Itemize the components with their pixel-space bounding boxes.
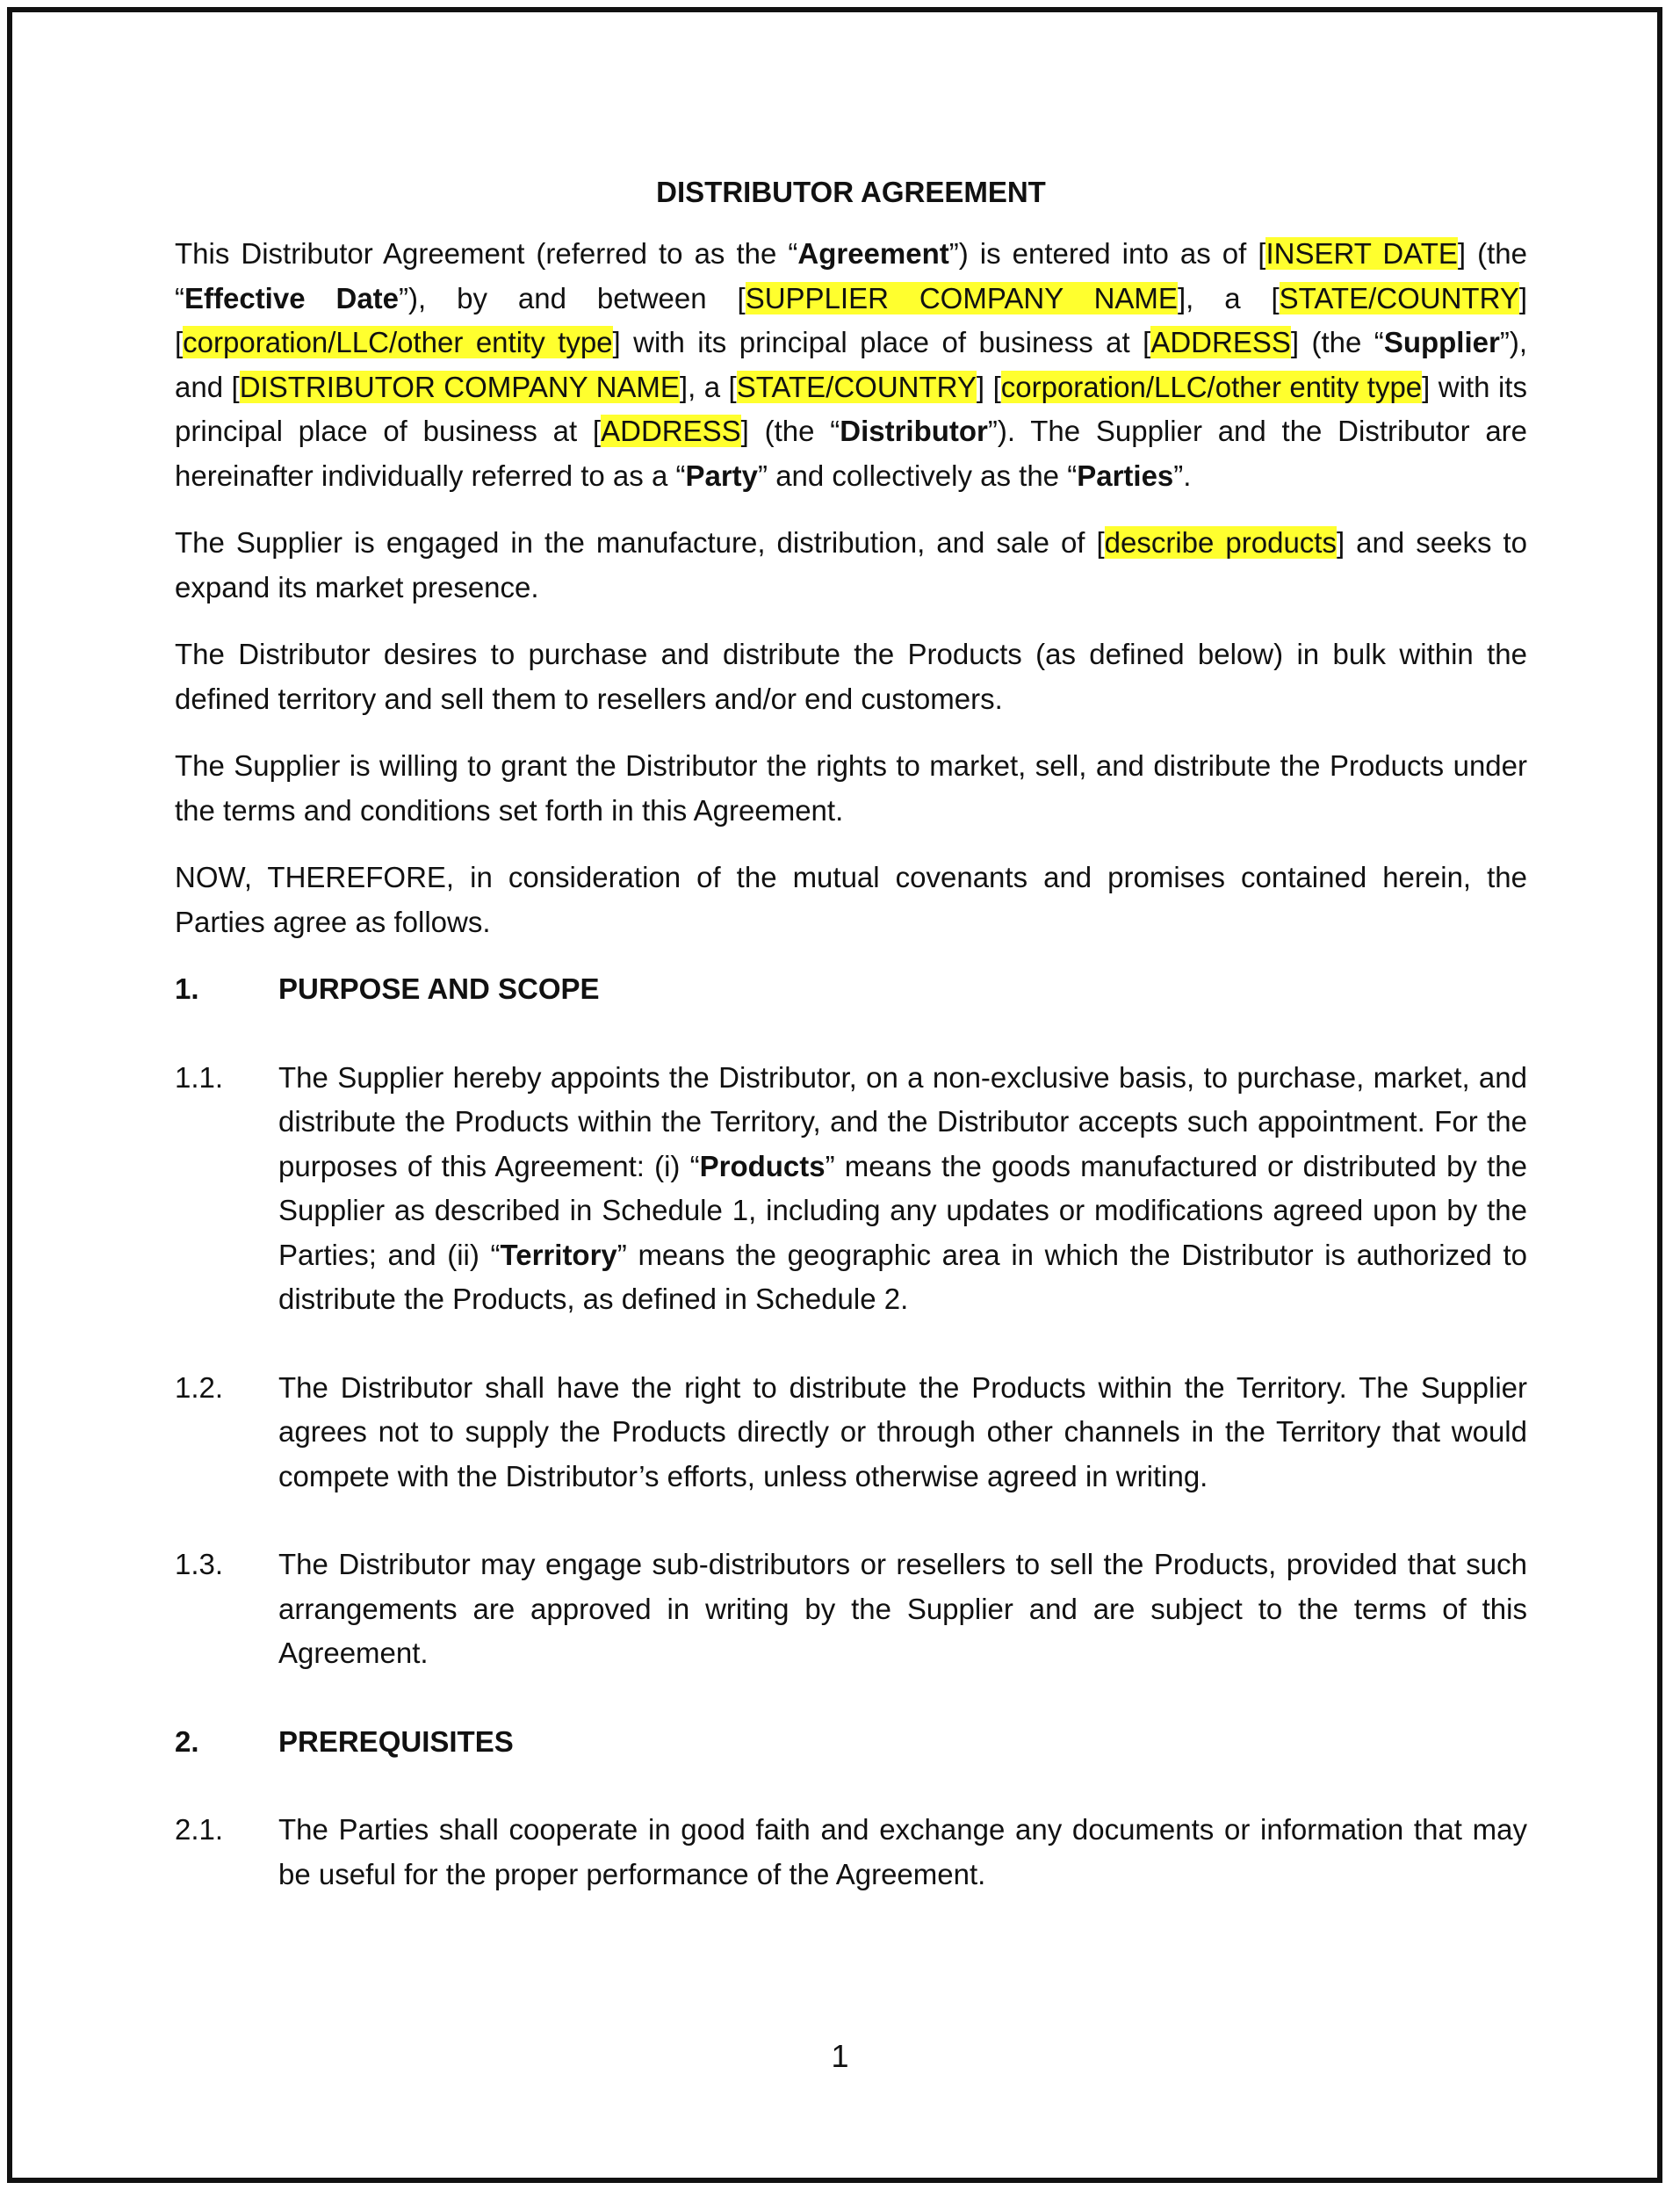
clause-text-part: ” means the goods manufactured or distributed by the Supplier as described in Schedule 1, including any updates or modifications agreed upon by the Parties; and (ii) “ xyxy=(278,1149,1527,1271)
intro-text: ] [ xyxy=(175,281,1527,358)
recital-text: The Supplier is engaged in the manufacture, distribution, and sale of [ xyxy=(175,526,1105,559)
clause-1-3 xyxy=(175,1543,1527,1676)
defined-term-parties: Parties xyxy=(1077,459,1174,492)
section-number: 2. xyxy=(175,1724,199,1758)
intro-text: ], a [ xyxy=(679,370,737,403)
section-title: PREREQUISITES xyxy=(278,1724,514,1758)
intro-text: ], a [ xyxy=(1177,281,1280,314)
placeholder-entity-type-2: corporation/LLC/other entity type xyxy=(1000,370,1423,403)
defined-term-effective-date: Effective Date xyxy=(184,281,400,314)
clause-text xyxy=(278,1056,1527,1322)
placeholder-supplier-name: SUPPLIER COMPANY NAME xyxy=(745,281,1178,314)
placeholder-entity-type: corporation/LLC/other entity type xyxy=(183,326,613,358)
intro-text: ”), and [ xyxy=(175,326,1527,403)
placeholder-state-country: STATE/COUNTRY xyxy=(1279,281,1519,314)
document-page xyxy=(7,7,1662,2183)
defined-term-agreement: Agreement xyxy=(797,237,949,270)
placeholder-distributor-name: DISTRIBUTOR COMPANY NAME xyxy=(239,370,680,403)
intro-text: ”. xyxy=(1173,459,1192,492)
placeholder-insert-date: INSERT DATE xyxy=(1265,237,1458,270)
intro-paragraph xyxy=(175,232,1527,498)
defined-term-products: Products xyxy=(699,1149,826,1182)
clause-1-2 xyxy=(175,1366,1527,1500)
intro-text: ] with its principal place of business at [ xyxy=(612,326,1151,358)
document-body xyxy=(175,170,1527,1940)
recital-paragraph-2: The Distributor desires to purchase and distribute the Products (as defined below) in bulk within the defined territory and sell them to resellers and/or end customers. xyxy=(175,638,1527,715)
intro-text: This Distributor Agreement (referred to as the “ xyxy=(175,237,798,270)
defined-term-territory: Territory xyxy=(500,1238,617,1271)
clause-text-part: ” means the geographic area in which the Distributor is authorized to distribute the Products, as defined in Schedule 2. xyxy=(278,1238,1527,1315)
recital-text: ] and seeks to expand its market presence. xyxy=(175,526,1527,603)
defined-term-supplier: Supplier xyxy=(1383,326,1500,358)
clause-text: The Parties shall cooperate in good faith and exchange any documents or information that may be useful for the proper performance of the Agreement. xyxy=(278,1813,1527,1890)
placeholder-state-country-2: STATE/COUNTRY xyxy=(736,370,977,403)
intro-text: ” and collectively as the “ xyxy=(758,459,1078,492)
placeholder-describe-products: describe products xyxy=(1104,526,1337,559)
intro-text: ] (the “ xyxy=(1290,326,1384,358)
document-title: DISTRIBUTOR AGREEMENT xyxy=(656,176,1046,208)
section-number: 1. xyxy=(175,972,199,1005)
intro-text: ”) is entered into as of [ xyxy=(948,237,1266,270)
clause-text: The Distributor may engage sub-distributors or resellers to sell the Products, provided that such arrangements are approved in writing by the Supplier and are subject to the terms of this Agreement. xyxy=(278,1548,1527,1669)
intro-text: ”). The Supplier and the Distributor are hereinafter individually referred to as a “ xyxy=(175,415,1528,492)
intro-text: ] (the “ xyxy=(740,415,840,447)
section-heading-1 xyxy=(175,967,1527,1012)
clause-1-1 xyxy=(175,1056,1527,1322)
recital-paragraph-1 xyxy=(175,521,1527,610)
page-number: 1 xyxy=(831,2038,849,2074)
section-title: PURPOSE AND SCOPE xyxy=(278,972,600,1005)
intro-text: ] with its principal place of business at [ xyxy=(175,370,1527,447)
intro-text: ] (the “ xyxy=(175,237,1527,314)
clause-number: 2.1. xyxy=(175,1813,224,1846)
recital-paragraph-3: The Supplier is willing to grant the Distributor the rights to market, sell, and distribute the Products under the terms and conditions set forth in this Agreement. xyxy=(175,749,1527,827)
clause-2-1 xyxy=(175,1808,1527,1897)
recital-paragraph-4: NOW, THEREFORE, in consideration of the mutual covenants and promises contained herein, the Parties agree as follows. xyxy=(175,861,1527,938)
intro-text: ”), by and between [ xyxy=(399,281,746,314)
placeholder-address: ADDRESS xyxy=(1150,326,1291,358)
intro-text: ] [ xyxy=(976,370,1001,403)
clause-number: 1.3. xyxy=(175,1548,224,1580)
defined-term-party: Party xyxy=(685,459,759,492)
clause-text: The Distributor shall have the right to distribute the Products within the Territory. The Supplier agrees not to supply the Products directly or through other channels in the Territory that would compete with the Distributor’s efforts, unless otherwise agreed in writing. xyxy=(278,1370,1527,1492)
clause-text-part: The Supplier hereby appoints the Distributor, on a non-exclusive basis, to purchase, market, and distribute the Products within the Territory, and the Distributor accepts such appointment. For the purposes of this Agreement: (i) “ xyxy=(278,1060,1527,1182)
clause-number: 1.2. xyxy=(175,1370,224,1404)
section-heading-2 xyxy=(175,1720,1527,1765)
placeholder-address-2: ADDRESS xyxy=(601,415,741,447)
clause-number: 1.1. xyxy=(175,1060,224,1094)
defined-term-distributor: Distributor xyxy=(840,415,988,447)
